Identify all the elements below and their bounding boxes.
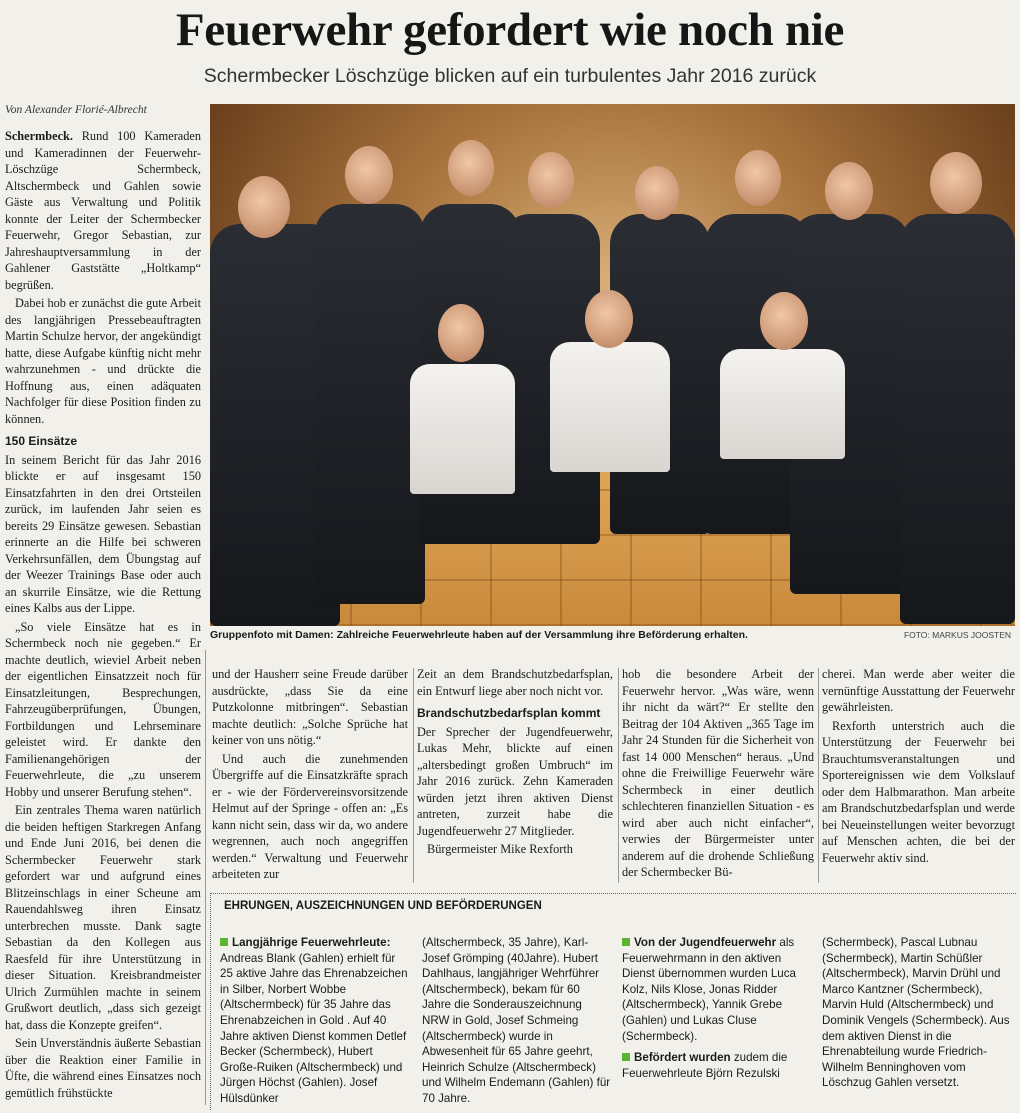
article-column-4 (622, 666, 814, 883)
article-subheadline: Schermbecker Löschzüge blicken auf ein turbulentes Jahr 2016 zurück (203, 65, 817, 87)
info-paragraph: (Altschermbeck, 35 Jahre), Karl-Josef Grömping (40Jahre). Hubert Dahlhaus, langjähriger Wehrführer (Altschermbeck), bekam für 60 Jahre die Sonderauszeichnung NRW in Gold, Josef Schmeing (Altschermbeck) wurde in Abwesenheit für 65 Jahre geehrt, Heinrich Schulze (Altschermbeck) und Wilhelm Endemann (Gahlen) für 70 Jahre. (422, 936, 611, 1105)
info-paragraph (622, 935, 812, 1044)
dateline: Schermbeck. (5, 129, 73, 143)
photo-person (900, 214, 1015, 624)
green-square-icon (622, 938, 630, 946)
info-text: zudem die Feuerwehrleute Björn Rezulski (622, 1051, 788, 1080)
photo-face (760, 292, 808, 350)
paragraph: Bürgermeister Mike Rexforth (427, 842, 573, 856)
info-paragraph (622, 1050, 812, 1081)
paragraph (5, 128, 201, 293)
article-column-1 (5, 128, 201, 1103)
paragraph: Ein zentrales Thema waren natürlich die beiden heftigen Starkregen Anfang und Ende Juni 2016, bei denen die Schermbecker Feuerwehr stark gefordert war und aufgrund eines Blitzeinschlags in einer Scheune am Rauendahlsweg ihren Einsatz unterbrechen musste. Dank sagte Sebastian da den Kollegen aus Raesfeld für ihre Unterstützung in dieser Situation. Kreisbrandmeister Ulrich Zurmühlen machte in seinem Grußwort deutlich, „dass sich gezeigt hat, dass die Konzepte greifen“. (5, 803, 201, 1032)
paragraph-text: Rund 100 Kameraden und Kameradinnen der Feuerwehr-Löschzüge Schermbeck, Altschermbeck und Gahlen sowie Gäste aus Verwaltung und Politik konnte der Leiter der Schermbecker Feuerwehr, Gregor Sebastian, zur Jahreshauptversammlung in der Gahlener Gaststätte „Holtkamp“ begrüßen. (5, 129, 201, 292)
article-column-3 (417, 666, 613, 860)
photo-face (930, 152, 982, 214)
info-heading: Befördert wurden (634, 1051, 731, 1065)
paragraph: Zeit an dem Brandschutzbedarfsplan, ein Entwurf liege aber noch nicht vor. (417, 667, 613, 698)
info-text: als Feuerwehrmann in den aktiven Dienst übernommen wurden Luca Kolz, Nils Klose, Jonas Ridder (Altschermbeck), Yannik Grebe (Gahlen) und Lukas Cluse (Schermbeck). (622, 936, 797, 1043)
column-divider (413, 668, 414, 883)
photo-person (315, 204, 425, 604)
paragraph: Dabei hob er zunächst die gute Arbeit des langjährigen Pressebeauftragten Martin Schulze hervor, der angekündigt hatte, diese Aufgabe künftig nicht mehr wahrzunehmen - und drückte die Hoffnung aus, einen adäquaten Nachfolger für diese Position finden zu können. (5, 296, 201, 426)
info-heading: Langjährige Feuerwehrleute: (232, 936, 391, 949)
photo-face (825, 162, 873, 220)
photo-face (345, 146, 393, 204)
photo-face (528, 152, 574, 208)
photo-person-seated (410, 364, 515, 494)
paragraph: Rexforth unterstrich auch die Unterstützung der Feuerwehr bei Brauchtumsveranstaltungen und Sportereignissen wie dem Volkslauf oder dem Halbmarathon. Man arbeite am Brandschutzbedarfsplan und werde bei Neueinstellungen weiter bevorzugt auf Menschen achten, die bei der Feuerwehr aktiv sind. (822, 718, 1015, 865)
article-column-5 (822, 666, 1015, 868)
column-divider (818, 668, 819, 883)
article-headline: Feuerwehr gefordert wie noch nie (175, 4, 845, 56)
paragraph: „So viele Einsätze hat es in Schermbeck noch nie gegeben.“ Er machte deutlich, wieviel Arbeit neben der eigentlichen Einsatzzeit noch für Einsatzleitungen, Besprechungen, Fahrzeugüberprüfungen, Übungen, Fortbildungen und Lehrseminare geleistet wird. Er dankte den Familienangehörigen der Feuerwehrleute, die „zu unserem Hobby und unserer Berufung stehen“. (5, 619, 201, 799)
subheading: 150 Einsätze (5, 434, 78, 448)
photo-face (735, 150, 781, 206)
info-text: Andreas Blank (Gahlen) erhielt für 25 aktive Jahre das Ehrenabzeichen in Silber, Norbert Wobbe (Altschermbeck) für 35 Jahre das Ehrenabzeichen in Gold . Auf 40 Jahre aktiven Dienst kommen Detlef Becker (Schermbeck), Hubert Große-Ruiken (Altschermbeck) und Jürgen Höchst (Gahlen). Josef Hülsdünker (220, 951, 408, 1105)
info-box-title: EHRUNGEN, AUSZEICHNUNGEN UND BEFÖRDERUNGEN (224, 900, 542, 912)
photo-face (448, 140, 494, 196)
photo-face (635, 166, 679, 220)
photo-face (438, 304, 484, 362)
info-paragraph (220, 935, 410, 1107)
paragraph: hob die besondere Arbeit der Feuerwehr hervor. „Was wäre, wenn ihr nicht da wärt?“ Er stellte den Beitrag der 104 Aktiven „365 Tage im Jahr 24 Stunden für die Sicherheit von fast 14 000 Menschen“ heraus. „Und ohne die Freiwillige Feuerwehr wäre Schermbeck in einer deutlich schlechteren finanziellen Situation - es wird aber auch nicht einfacher“, verwies der Bürgermeister unter anderem auf die drohende Schließung der Schermbecker Bü- (622, 667, 814, 879)
photo-person-seated (550, 342, 670, 472)
paragraph: Der Sprecher der Jugendfeuerwehr, Lukas Mehr, blickte auf einen „altersbedingt großen Umbruch“ im Jahr 2016 zurück. Zehn Kameraden würden jetzt ihren aktiven Dienst antreten, zurzeit habe die Jugendfeuerwehr 27 Mitglieder. (417, 724, 613, 838)
photo-credit: FOTO: MARKUS JOOSTEN (903, 630, 1011, 640)
info-heading: Von der Jugendfeuerwehr (634, 936, 777, 949)
green-square-icon (622, 1053, 630, 1061)
paragraph: Sein Unverständnis äußerte Sebastian über die Reaktion einer Familie in Üfte, die während eines Einsatzes noch gemütlich frühstückte (5, 1036, 201, 1100)
paragraph: cherei. Man werde aber weiter die vernünftige Ausstattung der Feuerwehr gewährleisten. (822, 667, 1015, 714)
paragraph: Und auch die zunehmenden Übergriffe auf die Einsatzkräfte sprach er - wie der Fördervereinsvorsitzende Helmut auf der Springe - offen an: „Es kann nicht sein, dass wir da, wo andere wegrennen, auch noch angegriffen werden.“ Verwaltung und Feuerwehr arbeiteten zur (212, 751, 408, 881)
photo-face (238, 176, 290, 238)
group-photo (210, 104, 1015, 626)
subheading: Brandschutzbedarfsplan kommt (417, 706, 601, 720)
article-column-2 (212, 666, 408, 885)
caption-text: Gruppenfoto mit Damen: Zahlreiche Feuerwehrleute haben auf der Versammlung ihre Beförderung erhalten. (210, 629, 748, 641)
info-box-column-4 (822, 935, 1015, 1097)
photo-face (585, 290, 633, 348)
green-square-icon (220, 938, 228, 946)
paragraph: In seinem Bericht für das Jahr 2016 blickte er auf insgesamt 150 Einsatzfahrten in den drei Ortsteilen zurück, im laufenden Jahr seien es bereits 29 Einsätze gewesen. Sebastian erinnerte an die Hilfe bei schweren Verkehrsunfällen, dem Übungstag auf der Weezer Trainings Base oder auch an skurrile Einsätze, wie die Rettung eines Kalbs aus der Lippe. (5, 452, 201, 615)
paragraph: und der Hausherr seine Freude darüber ausdrückte, „dass Sie da eine Putzkolonne mitbringen“. Sebastian machte deutlich: „Solche Sprüche hat keiner von uns nötig.“ (212, 667, 408, 747)
info-box-column-1 (220, 935, 410, 1113)
column-divider (205, 650, 206, 1105)
photo-person-seated (720, 349, 845, 459)
byline: Von Alexander Florié-Albrecht (5, 104, 147, 116)
info-box-column-2 (422, 935, 612, 1113)
photo-caption (210, 629, 1015, 641)
column-divider (618, 668, 619, 883)
info-box-column-3 (622, 935, 812, 1087)
info-paragraph: (Schermbeck), Pascal Lubnau (Schermbeck), Martin Schüßler (Altschermbeck), Marvin Drühl und Marco Kantzner (Schermbeck), Marvin Huld (Altschermbeck) und Dominik Vengels (Schermbeck). Aus dem aktiven Dienst in die Ehrenabteilung wurde Friedrich-Wilhelm Benninghoven vom Löschzug Gahlen versetzt. (822, 936, 1010, 1090)
